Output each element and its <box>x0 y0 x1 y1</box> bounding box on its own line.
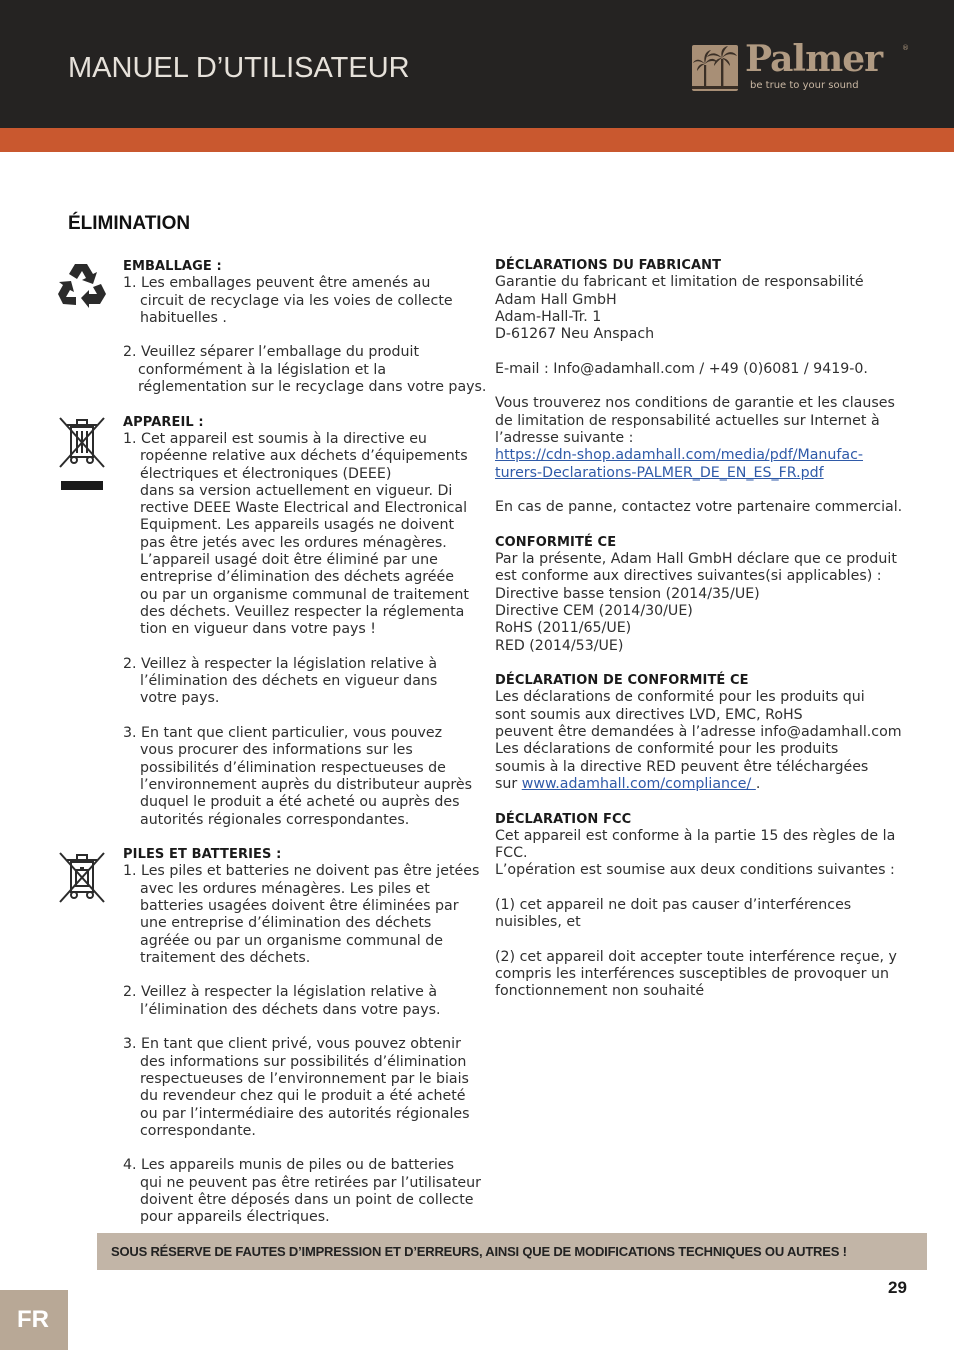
appareil-item-1 <box>123 431 493 639</box>
text-line: Garantie du fabricant et limitation de responsabilité <box>495 274 864 291</box>
piles-item-4 <box>123 1157 493 1226</box>
text-line: Adam Hall GmbH <box>495 291 617 308</box>
text-line: soumis à la directive RED peuvent être téléchargées <box>495 758 869 775</box>
text-line: avec les ordures ménagères. Les piles et <box>140 880 430 897</box>
text-line: 1. Cet appareil est soumis à la directive eu <box>123 430 427 447</box>
crossed-out-battery-bin-icon <box>57 850 107 908</box>
piles-heading: PILES ET BATTERIES : <box>123 847 282 863</box>
text-line: habituelles . <box>140 309 227 326</box>
text-line: Adam-Hall-Tr. 1 <box>495 308 602 325</box>
text-line: 4. Les appareils munis de piles ou de batteries <box>123 1157 455 1174</box>
text-line: circuit de recyclage via les voies de collecte <box>140 292 453 309</box>
registered-mark: ® <box>902 44 909 52</box>
compliance-line <box>495 776 915 793</box>
text-line: l’élimination des déchets dans votre pays. <box>140 1001 441 1018</box>
text-line: D-61267 Neu Anspach <box>495 326 655 343</box>
logo-wordmark: Palmer <box>745 38 883 80</box>
text-line: du revendeur chez qui le produit a été acheté <box>140 1088 466 1105</box>
text-line: votre pays. <box>140 690 220 707</box>
fcc-heading: DÉCLARATION FCC <box>495 811 632 827</box>
piles-item-1 <box>123 863 493 967</box>
text-line: traitement des déchets. <box>140 949 311 966</box>
text-line: 3. En tant que client particulier, vous pouvez <box>123 725 443 742</box>
text-line: tion en vigueur dans votre pays ! <box>140 621 376 638</box>
appareil-item-3 <box>123 725 493 829</box>
text-span: . <box>755 775 761 792</box>
text-line: Directive basse tension (2014/35/UE) <box>495 585 760 602</box>
compliance-link[interactable]: www.adamhall.com/compliance/ <box>521 775 756 792</box>
text-line: batteries usagées doivent être éliminées par <box>140 897 459 914</box>
page-number: 29 <box>888 1278 907 1297</box>
disclaimer-bar <box>97 1233 927 1270</box>
warranty-pdf-link[interactable]: https://cdn-shop.adamhall.com/media/pdf/Manufac- <box>495 447 864 464</box>
section-title: ÉLIMINATION <box>68 213 191 234</box>
piles-item-3 <box>123 1036 493 1140</box>
appareil-heading: APPAREIL : <box>123 414 204 430</box>
warranty-pdf-link[interactable]: turers-Declarations-PALMER_DE_EN_ES_FR.pdf <box>495 464 824 481</box>
appareil-item-2 <box>123 656 493 708</box>
accent-bar <box>0 128 954 152</box>
text-line: pour appareils électriques. <box>140 1209 330 1226</box>
text-line: électriques et électroniques (DEEE) <box>140 465 392 482</box>
text-line: 1. Les emballages peuvent être amenés au <box>123 275 431 292</box>
fabricant-heading: DÉCLARATIONS DU FABRICANT <box>495 258 722 273</box>
contact-line: E-mail : Info@adamhall.com / +49 (0)6081 / 9419-0. <box>495 360 868 377</box>
text-line: de limitation de responsabilité actuelles sur Internet à <box>495 412 880 429</box>
text-line: Par la présente, Adam Hall GmbH déclare que ce produit <box>495 551 897 568</box>
text-line: L’appareil usagé doit être éliminé par une <box>140 552 438 569</box>
text-line: nuisibles, et <box>495 914 581 931</box>
text-line: Vous trouverez nos conditions de garantie et les clauses <box>495 395 895 412</box>
palm-tree-icon <box>692 45 738 91</box>
text-line: l’environnement auprès du distributeur auprès <box>140 776 473 793</box>
text-line: sont soumis aux directives LVD, EMC, RoHS <box>495 706 803 723</box>
piles-item-2 <box>123 984 493 1019</box>
language-label: FR <box>17 1306 49 1333</box>
text-line: FCC. <box>495 845 528 862</box>
ce-heading: CONFORMITÉ CE <box>495 534 617 550</box>
text-line: possibilités d’élimination respectueuses de <box>140 759 446 776</box>
text-line: conformément à la législation et la <box>138 361 387 378</box>
text-line: 2. Veuillez séparer l’emballage du produit <box>123 344 420 361</box>
text-line: autorités régionales correspondantes. <box>140 811 410 828</box>
text-line: Les déclarations de conformité pour les produits qui <box>495 689 865 706</box>
right-column <box>495 257 915 1001</box>
text-line: compris les interférences susceptibles de provoquer un <box>495 966 889 983</box>
text-line: fonctionnement non souhaité <box>495 983 705 1000</box>
left-column <box>123 258 493 1227</box>
text-span: sur <box>495 775 522 792</box>
text-line: ou par l’intermédiaire des autorités régionales <box>140 1105 470 1122</box>
crossed-out-bin-icon <box>57 415 107 497</box>
text-line: duquel le produit a été acheté ou auprès des <box>140 794 460 811</box>
text-line: En cas de panne, contactez votre partenaire commercial. <box>495 499 903 516</box>
text-line: est conforme aux directives suivantes(si applicables) : <box>495 568 882 585</box>
text-line: 2. Veillez à respecter la législation relative à <box>123 655 438 672</box>
emballage-item-2 <box>123 344 493 396</box>
text-line: ropéenne relative aux déchets d’équipements <box>140 448 468 465</box>
text-line: une entreprise d’élimination des déchets <box>140 915 432 932</box>
text-line: ou par un organisme communal de traitement <box>140 586 469 603</box>
text-line: vous procurer des informations sur les <box>140 742 413 759</box>
text-line: doivent être déposés dans un point de collecte <box>140 1192 474 1209</box>
text-line: 3. En tant que client privé, vous pouvez obtenir <box>123 1036 461 1053</box>
text-line: respectueuses de l’environnement par le biais <box>140 1070 469 1087</box>
text-line: L’opération est soumise aux deux conditions suivantes : <box>495 862 895 879</box>
page-title: MANUEL D’UTILISATEUR <box>68 52 410 84</box>
text-line: des informations sur possibilités d’élimination <box>140 1053 467 1070</box>
text-line: peuvent être demandées à l’adresse info@adamhall.com <box>495 724 902 741</box>
text-line: Cet appareil est conforme à la partie 15 des règles de la <box>495 827 896 844</box>
text-line: l’élimination des déchets en vigueur dans <box>140 673 438 690</box>
text-line: (1) cet appareil ne doit pas causer d’interférences <box>495 896 852 913</box>
text-line: Les déclarations de conformité pour les produits <box>495 741 839 758</box>
text-line: entreprise d’élimination des déchets agréée <box>140 569 454 586</box>
conformite-heading: DÉCLARATION DE CONFORMITÉ CE <box>495 673 749 689</box>
disclaimer-text: SOUS RÉSERVE DE FAUTES D’IMPRESSION ET D’ERREURS, AINSI QUE DE MODIFICATIONS TECHNIQUES OU AUTRES ! <box>111 1244 847 1259</box>
recycle-icon <box>57 260 107 312</box>
logo-tagline: be true to your sound <box>750 80 859 91</box>
text-line: 1. Les piles et batteries ne doivent pas être jetées <box>123 863 480 880</box>
text-line: Equipment. Les appareils usagés ne doivent <box>140 517 455 534</box>
text-line: dans sa version actuellement en vigueur. Di <box>140 482 453 499</box>
language-tab <box>0 1290 68 1350</box>
text-line: pas être jetés avec les ordures ménagères. <box>140 534 447 551</box>
text-line: correspondante. <box>140 1122 256 1139</box>
text-line: RED (2014/53/UE) <box>495 637 624 654</box>
text-line: agréée ou par un organisme communal de <box>140 932 443 949</box>
page-header <box>0 0 954 128</box>
emballage-heading: EMBALLAGE : <box>123 259 222 274</box>
text-line: Directive CEM (2014/30/UE) <box>495 602 693 619</box>
text-line: l’adresse suivante : <box>495 429 634 446</box>
text-line: des déchets. Veuillez respecter la réglementa <box>140 603 465 620</box>
emballage-item-1 <box>123 275 493 327</box>
palmer-logo <box>692 38 917 94</box>
text-line: RoHS (2011/65/UE) <box>495 620 632 637</box>
text-line: rective DEEE Waste Electrical and Electronical <box>140 500 468 517</box>
text-line: 2. Veillez à respecter la législation relative à <box>123 984 438 1001</box>
text-line: (2) cet appareil doit accepter toute interférence reçue, y <box>495 948 897 965</box>
text-line: qui ne peuvent pas être retirées par l’utilisateur <box>140 1174 481 1191</box>
text-line: réglementation sur le recyclage dans votre pays. <box>138 379 487 396</box>
